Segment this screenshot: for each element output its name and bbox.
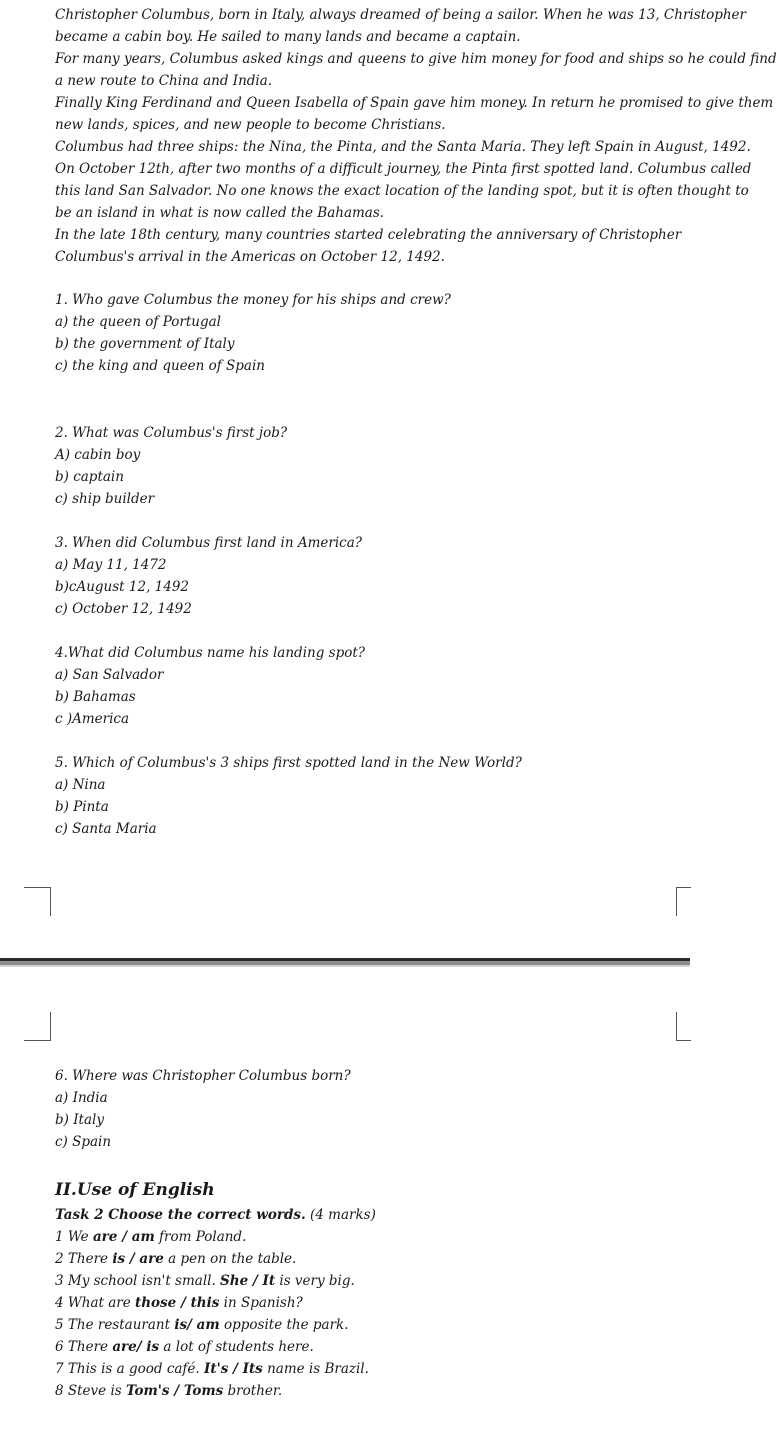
item-text: 8 Steve is: [55, 1383, 126, 1399]
answer-option: c )America: [55, 711, 130, 727]
answer-option: b) the government of Italy: [55, 336, 235, 352]
passage-line: Columbus had three ships: the Nina, the Pinta, and the Santa Maria. They left Spain in August, 1492.: [55, 139, 751, 155]
answer-option: a) Nina: [55, 777, 106, 793]
item-text: in Spanish?: [219, 1295, 303, 1311]
passage-line: Columbus's arrival in the Americas on October 12, 1492.: [55, 249, 445, 265]
item-text: brother.: [223, 1383, 283, 1399]
item-choice: are/ is: [112, 1339, 160, 1355]
item-text: 4 What are: [55, 1295, 135, 1311]
answer-option: A) cabin boy: [55, 447, 141, 463]
item-text: a pen on the table.: [163, 1251, 297, 1267]
item-choice: are / am: [92, 1229, 155, 1245]
question-text: 6. Where was Christopher Columbus born?: [55, 1068, 351, 1084]
page-break-separator: [0, 958, 690, 967]
passage-line: For many years, Columbus asked kings and queens to give him money for food and ships so he could find: [55, 51, 777, 67]
item-text: from Poland.: [154, 1229, 247, 1245]
task-item: [55, 1381, 680, 1401]
passage-line: became a cabin boy. He sailed to many lands and became a captain.: [55, 29, 521, 45]
item-choice: Tom's / Toms: [126, 1383, 224, 1399]
answer-option: c) Santa Maria: [55, 821, 157, 837]
answer-option: a) May 11, 1472: [55, 557, 167, 573]
crop-mark-top-left: [24, 1012, 51, 1041]
passage-line: On October 12th, after two months of a difficult journey, the Pinta first spotted land. Columbus called: [55, 161, 752, 177]
item-text: a lot of students here.: [159, 1339, 314, 1355]
question-text: 5. Which of Columbus's 3 ships first spotted land in the New World?: [55, 755, 522, 771]
passage-line: new lands, spices, and new people to become Christians.: [55, 117, 446, 133]
answer-option: a) India: [55, 1090, 108, 1106]
answer-option: b) Bahamas: [55, 689, 136, 705]
task-title: [55, 1205, 680, 1225]
item-text: name is Brazil.: [262, 1361, 369, 1377]
answer-option: b) Italy: [55, 1112, 104, 1128]
section-heading: II.Use of English: [55, 1180, 215, 1200]
answer-option: c) Spain: [55, 1134, 112, 1150]
task-item: [55, 1315, 680, 1335]
passage-line: this land San Salvador. No one knows the exact location of the landing spot, but it is often thought to: [55, 183, 749, 199]
item-choice: is/ am: [174, 1317, 220, 1333]
question-text: 1. Who gave Columbus the money for his ships and crew?: [55, 292, 451, 308]
item-text: is very big.: [275, 1273, 355, 1289]
crop-mark-top-right: [676, 1012, 691, 1041]
answer-option: b) Pinta: [55, 799, 109, 815]
passage-line: a new route to China and India.: [55, 73, 273, 89]
task-item: [55, 1227, 680, 1247]
passage-line: Finally King Ferdinand and Queen Isabella of Spain gave him money. In return he promised to give them: [55, 95, 774, 111]
item-text: 1 We: [55, 1229, 93, 1245]
answer-option: a) San Salvador: [55, 667, 164, 683]
item-text: 6 There: [55, 1339, 113, 1355]
item-choice: She / It: [220, 1273, 276, 1289]
question-text: 4.What did Columbus name his landing spot?: [55, 645, 365, 661]
crop-mark-bottom-right: [676, 887, 691, 916]
crop-mark-bottom-left: [24, 887, 51, 916]
answer-option: c) October 12, 1492: [55, 601, 192, 617]
answer-option: c) the king and queen of Spain: [55, 358, 265, 374]
passage-line: In the late 18th century, many countries started celebrating the anniversary of Christopher: [55, 227, 682, 243]
task-item: [55, 1249, 680, 1269]
task-marks: (4 marks): [305, 1207, 376, 1223]
task-title-text: Task 2 Choose the correct words.: [55, 1207, 306, 1223]
passage-line: Christopher Columbus, born in Italy, always dreamed of being a sailor. When he was 13, Christopher: [55, 7, 746, 23]
answer-option: b) captain: [55, 469, 124, 485]
item-text: 2 There: [55, 1251, 113, 1267]
passage-line: be an island in what is now called the Bahamas.: [55, 205, 385, 221]
item-text: opposite the park.: [219, 1317, 349, 1333]
task-item: [55, 1293, 680, 1313]
item-text: 3 My school isn't small.: [55, 1273, 221, 1289]
item-choice: those / this: [135, 1295, 220, 1311]
task-item: [55, 1359, 680, 1379]
answer-option: b)cAugust 12, 1492: [55, 579, 190, 595]
answer-option: c) ship builder: [55, 491, 155, 507]
question-text: 3. When did Columbus first land in America?: [55, 535, 362, 551]
answer-option: a) the queen of Portugal: [55, 314, 221, 330]
task-item: [55, 1337, 680, 1357]
item-choice: It's / Its: [204, 1361, 263, 1377]
question-text: 2. What was Columbus's first job?: [55, 425, 288, 441]
task-item: [55, 1271, 680, 1291]
item-text: 7 This is a good café.: [55, 1361, 205, 1377]
item-choice: is / are: [112, 1251, 164, 1267]
item-text: 5 The restaurant: [55, 1317, 175, 1333]
